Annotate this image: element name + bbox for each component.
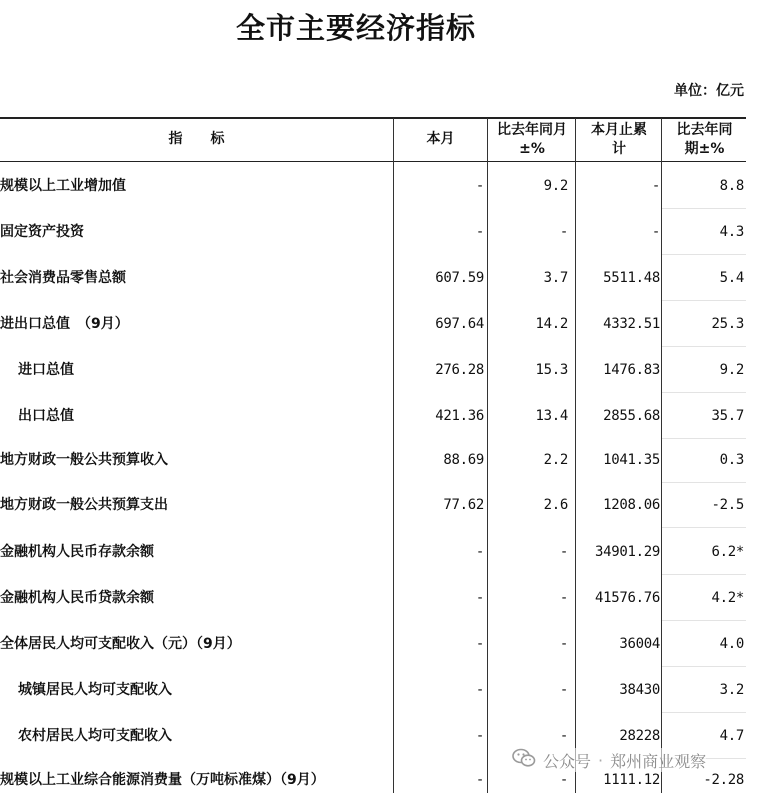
cell-month: 607.59: [435, 270, 484, 286]
cell-cumulative: -: [651, 178, 660, 194]
cell-month-yoy: 3.7: [543, 270, 568, 286]
cell-month: 421.36: [435, 408, 484, 424]
cell-month-yoy: 2.2: [543, 452, 568, 468]
cell-month: -: [475, 178, 484, 194]
cell-cumulative: 1476.83: [603, 362, 660, 378]
row-indicator-name: 金融机构人民币贷款余额: [0, 590, 154, 606]
cell-month: -: [475, 682, 484, 698]
cell-cumulative: 5511.48: [603, 270, 660, 286]
cell-cumulative: 34901.29: [594, 544, 660, 560]
watermark-account: 郑州商业观察: [610, 751, 707, 771]
cell-cumulative: 41576.76: [594, 590, 660, 606]
row-indicator-name: 规模以上工业增加值: [0, 178, 126, 194]
cell-cumulative-yoy: 25.3: [711, 316, 744, 332]
wechat-icon: [512, 748, 536, 772]
table-row: [0, 218, 746, 246]
cell-month-yoy: -: [559, 224, 568, 240]
cell-month-yoy: 15.3: [535, 362, 568, 378]
cell-cumulative: -: [651, 224, 660, 240]
cell-cumulative: 38430: [619, 682, 660, 698]
cell-cumulative: 2855.68: [603, 408, 660, 424]
cell-month-yoy: -: [559, 682, 568, 698]
row-separator: [662, 300, 746, 301]
header-indicator: 指 标: [168, 131, 225, 147]
cell-cumulative-yoy: 35.7: [711, 408, 744, 424]
row-separator: [662, 620, 746, 621]
table-row: [0, 310, 746, 338]
cell-cumulative-yoy: 3.2: [719, 682, 744, 698]
header-cumulative: 本月止累计: [591, 121, 647, 157]
row-indicator-name: 规模以上工业综合能源消费量（万吨标准煤）（9月）: [0, 772, 325, 788]
table-row: [0, 722, 746, 750]
row-indicator-name: 进口总值: [18, 362, 74, 378]
cell-month-yoy: -: [559, 590, 568, 606]
table-row: [0, 538, 746, 566]
cell-cumulative-yoy: 0.3: [719, 452, 744, 468]
cell-month: -: [475, 590, 484, 606]
table-row: [0, 630, 746, 658]
page-title: 全市主要经济指标: [235, 11, 476, 45]
row-separator: [662, 527, 746, 528]
cell-month-yoy: -: [559, 728, 568, 744]
cell-month: -: [475, 544, 484, 560]
cell-month-yoy: -: [559, 544, 568, 560]
cell-month-yoy: 14.2: [535, 316, 568, 332]
row-indicator-name: 金融机构人民币存款余额: [0, 544, 154, 560]
cell-month-yoy: 9.2: [543, 178, 568, 194]
row-separator: [662, 712, 746, 713]
watermark-separator: ·: [598, 750, 604, 770]
row-indicator-name: 地方财政一般公共预算支出: [0, 497, 168, 513]
cell-month-yoy: 2.6: [543, 497, 568, 513]
row-separator: [662, 574, 746, 575]
cell-month-yoy: -: [559, 636, 568, 652]
cell-month: 88.69: [443, 452, 484, 468]
table-row: [0, 491, 746, 519]
row-indicator-name: 农村居民人均可支配收入: [18, 728, 172, 744]
row-indicator-name: 社会消费品零售总额: [0, 270, 126, 286]
cell-cumulative: 4332.51: [603, 316, 660, 332]
cell-month-yoy: -: [559, 772, 568, 788]
cell-cumulative-yoy: 9.2: [719, 362, 744, 378]
cell-month: -: [475, 728, 484, 744]
row-indicator-name: 地方财政一般公共预算收入: [0, 452, 168, 468]
table-row: [0, 402, 746, 430]
row-separator: [662, 666, 746, 667]
watermark-label: 公众号: [543, 751, 592, 771]
cell-cumulative-yoy: -2.28: [703, 772, 744, 788]
row-indicator-name: 出口总值: [18, 408, 74, 424]
cell-cumulative: 28228: [619, 728, 660, 744]
row-indicator-name: 固定资产投资: [0, 224, 84, 240]
header-cumulative-yoy: 比去年同期±%: [676, 121, 733, 157]
cell-cumulative: 1111.12: [603, 772, 660, 788]
row-separator: [662, 392, 746, 393]
row-separator: [662, 438, 746, 439]
cell-month: 77.62: [443, 497, 484, 513]
cell-cumulative-yoy: 4.0: [719, 636, 744, 652]
header-month: 本月: [426, 131, 455, 147]
cell-cumulative-yoy: 5.4: [719, 270, 744, 286]
cell-cumulative: 36004: [619, 636, 660, 652]
row-indicator-name: 全体居民人均可支配收入（元）（9月）: [0, 636, 241, 652]
table-row: [0, 584, 746, 612]
cell-cumulative-yoy: 4.3: [719, 224, 744, 240]
table-row: [0, 264, 746, 292]
header-month-yoy: 比去年同月±%: [497, 121, 567, 157]
cell-cumulative-yoy: 4.2*: [711, 590, 744, 606]
cell-month-yoy: 13.4: [535, 408, 568, 424]
cell-month: -: [475, 224, 484, 240]
row-separator: [662, 346, 746, 347]
table-header-border: [0, 161, 746, 162]
cell-month: -: [475, 772, 484, 788]
cell-cumulative-yoy: 4.7: [719, 728, 744, 744]
table-row: [0, 172, 746, 200]
watermark: [512, 748, 706, 772]
row-separator: [662, 208, 746, 209]
cell-cumulative-yoy: 8.8: [719, 178, 744, 194]
cell-cumulative: 1041.35: [603, 452, 660, 468]
cell-month: 276.28: [435, 362, 484, 378]
row-separator: [662, 482, 746, 483]
row-separator: [662, 254, 746, 255]
cell-month: 697.64: [435, 316, 484, 332]
table-row: [0, 446, 746, 474]
table-row: [0, 676, 746, 704]
cell-cumulative-yoy: 6.2*: [711, 544, 744, 560]
cell-cumulative-yoy: -2.5: [711, 497, 744, 513]
cell-month: -: [475, 636, 484, 652]
row-indicator-name: 城镇居民人均可支配收入: [18, 682, 172, 698]
unit-label: 单位：亿元: [674, 83, 744, 99]
table-row: [0, 356, 746, 384]
row-indicator-name: 进出口总值 （9月）: [0, 316, 129, 332]
cell-cumulative: 1208.06: [603, 497, 660, 513]
